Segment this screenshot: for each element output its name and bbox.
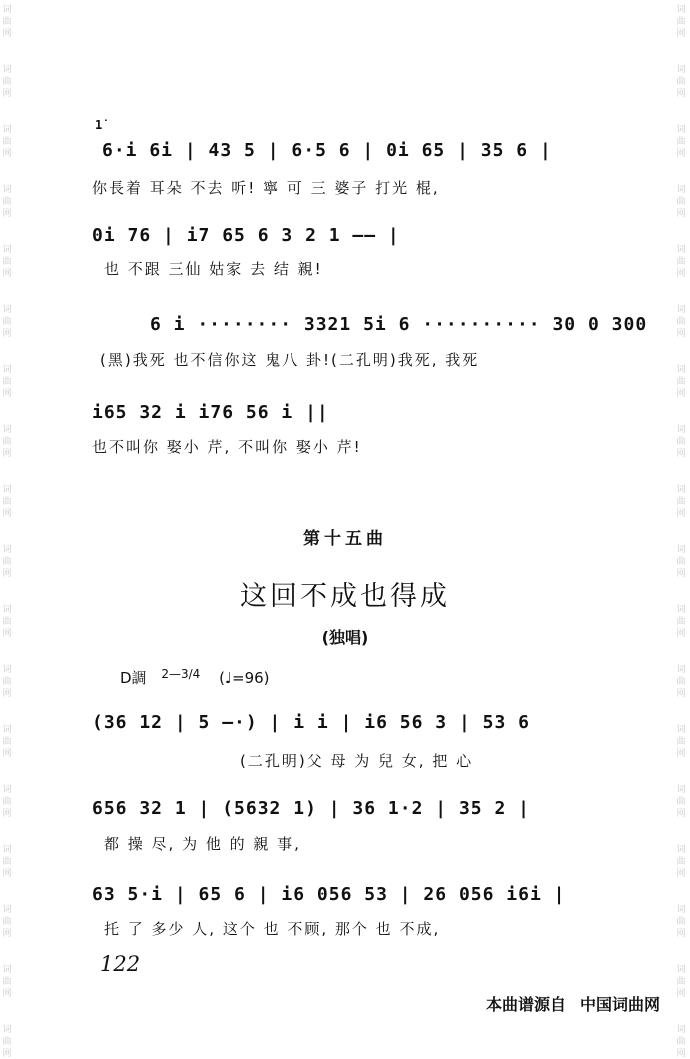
watermark-glyph: 曲 bbox=[2, 1037, 12, 1047]
watermark-glyph: 网 bbox=[2, 329, 12, 339]
notation-line-6: 656 32 1 | (5632 1) | 36 1·2 | 35 2 | bbox=[92, 798, 530, 819]
watermark-glyph: 网 bbox=[2, 989, 12, 999]
watermark-glyph: 曲 bbox=[2, 17, 12, 27]
source-site: 中国词曲网 bbox=[579, 995, 660, 1014]
source-label: 本曲谱源自 bbox=[485, 995, 566, 1014]
watermark-glyph: 曲 bbox=[676, 1037, 686, 1047]
watermark-glyph: 网 bbox=[2, 869, 12, 879]
watermark-glyph: 曲 bbox=[2, 857, 12, 867]
watermark-glyph: 词 bbox=[676, 425, 686, 435]
watermark-glyph: 网 bbox=[2, 629, 12, 639]
lyrics-line-5: (二孔明)父 母 为 兒 女, 把 心 bbox=[240, 752, 474, 770]
page-number: 122 bbox=[100, 952, 141, 976]
meter-label: 2—3/4 bbox=[161, 667, 201, 681]
watermark-glyph: 网 bbox=[2, 209, 12, 219]
watermark-glyph: 曲 bbox=[676, 377, 686, 387]
watermark-glyph: 曲 bbox=[2, 917, 12, 927]
watermark-glyph: 网 bbox=[2, 689, 12, 699]
watermark-glyph: 词 bbox=[676, 185, 686, 195]
watermark-glyph: 网 bbox=[676, 629, 686, 639]
watermark-glyph: 曲 bbox=[676, 917, 686, 927]
notation-line-7: 63 5·i | 65 6 | i6 056 53 | 26 056 i6i | bbox=[92, 884, 566, 905]
watermark-glyph: 曲 bbox=[2, 197, 12, 207]
watermark-glyph: 词 bbox=[676, 65, 686, 75]
watermark-glyph: 网 bbox=[2, 449, 12, 459]
watermark-glyph: 曲 bbox=[2, 437, 12, 447]
watermark-glyph: 曲 bbox=[2, 377, 12, 387]
notation-line-5: (36 12 | 5 —·) | i i | i6 56 3 | 53 6 bbox=[92, 712, 530, 733]
watermark-glyph: 网 bbox=[2, 89, 12, 99]
right-margin-watermark bbox=[674, 0, 690, 1059]
watermark-glyph: 曲 bbox=[676, 857, 686, 867]
watermark-glyph: 曲 bbox=[676, 677, 686, 687]
watermark-glyph: 曲 bbox=[676, 197, 686, 207]
lyrics-line-7: 托 了 多少 人, 这个 也 不顾, 那个 也 不成, bbox=[104, 920, 441, 938]
watermark-glyph: 词 bbox=[676, 305, 686, 315]
watermark-glyph: 曲 bbox=[676, 617, 686, 627]
watermark-glyph: 网 bbox=[676, 449, 686, 459]
watermark-glyph: 网 bbox=[2, 569, 12, 579]
watermark-glyph: 曲 bbox=[2, 617, 12, 627]
section-number: 第十五曲 bbox=[303, 529, 387, 549]
tempo-label: (♩=96) bbox=[219, 669, 270, 687]
watermark-glyph: 网 bbox=[2, 269, 12, 279]
watermark-glyph: 网 bbox=[676, 29, 686, 39]
watermark-glyph: 词 bbox=[676, 365, 686, 375]
watermark-glyph: 词 bbox=[2, 1025, 12, 1035]
watermark-glyph: 网 bbox=[676, 329, 686, 339]
watermark-glyph: 词 bbox=[676, 5, 686, 15]
watermark-glyph: 词 bbox=[2, 785, 12, 795]
watermark-glyph: 词 bbox=[676, 905, 686, 915]
notation-line-2: 0i 76 | i7 65 6 3 2 1 —— | bbox=[92, 225, 400, 246]
watermark-glyph: 曲 bbox=[676, 317, 686, 327]
watermark-glyph: 网 bbox=[676, 209, 686, 219]
watermark-glyph: 曲 bbox=[2, 797, 12, 807]
watermark-glyph: 词 bbox=[676, 605, 686, 615]
watermark-glyph: 词 bbox=[2, 185, 12, 195]
watermark-glyph: 曲 bbox=[2, 257, 12, 267]
watermark-glyph: 曲 bbox=[676, 257, 686, 267]
watermark-glyph: 网 bbox=[2, 29, 12, 39]
watermark-glyph: 词 bbox=[2, 245, 12, 255]
watermark-glyph: 网 bbox=[2, 149, 12, 159]
lyrics-line-4: 也不叫你 娶小 芹, 不叫你 娶小 芹! bbox=[92, 438, 362, 456]
source-credit bbox=[486, 992, 660, 1015]
watermark-glyph: 词 bbox=[676, 125, 686, 135]
watermark-glyph: 曲 bbox=[676, 797, 686, 807]
watermark-glyph: 词 bbox=[2, 845, 12, 855]
watermark-glyph: 曲 bbox=[676, 737, 686, 747]
watermark-glyph: 词 bbox=[2, 905, 12, 915]
watermark-glyph: 网 bbox=[2, 1049, 12, 1059]
watermark-glyph: 词 bbox=[676, 785, 686, 795]
lyrics-line-3: (黑)我死 也不信你这 鬼八 卦!(二孔明)我死, 我死 bbox=[100, 351, 480, 369]
watermark-glyph: 网 bbox=[2, 389, 12, 399]
watermark-glyph: 词 bbox=[2, 665, 12, 675]
watermark-glyph: 词 bbox=[2, 5, 12, 15]
watermark-glyph: 曲 bbox=[676, 497, 686, 507]
watermark-glyph: 词 bbox=[2, 305, 12, 315]
lyrics-line-1: 你長着 耳朵 不去 听! 寧 可 三 婆子 打光 棍, bbox=[92, 179, 440, 197]
key-signature bbox=[120, 667, 270, 688]
watermark-glyph: 网 bbox=[2, 929, 12, 939]
notation-line-1: 6·i 6i | 43 5 | 6·5 6 | 0i 65 | 35 6 | bbox=[102, 140, 552, 161]
watermark-glyph: 词 bbox=[676, 485, 686, 495]
watermark-glyph: 曲 bbox=[2, 77, 12, 87]
watermark-glyph: 曲 bbox=[676, 17, 686, 27]
key-label: D調 bbox=[120, 669, 147, 687]
watermark-glyph: 词 bbox=[676, 665, 686, 675]
watermark-glyph: 网 bbox=[2, 809, 12, 819]
key-marker: 1̇ bbox=[95, 118, 103, 132]
watermark-glyph: 网 bbox=[2, 749, 12, 759]
watermark-glyph: 曲 bbox=[676, 977, 686, 987]
watermark-glyph: 词 bbox=[2, 485, 12, 495]
watermark-glyph: 曲 bbox=[676, 437, 686, 447]
watermark-glyph: 网 bbox=[676, 149, 686, 159]
watermark-glyph: 网 bbox=[676, 989, 686, 999]
watermark-glyph: 词 bbox=[2, 125, 12, 135]
watermark-glyph: 曲 bbox=[2, 137, 12, 147]
watermark-glyph: 网 bbox=[676, 689, 686, 699]
watermark-glyph: 网 bbox=[676, 1049, 686, 1059]
watermark-glyph: 网 bbox=[676, 569, 686, 579]
watermark-glyph: 词 bbox=[676, 845, 686, 855]
watermark-glyph: 词 bbox=[2, 365, 12, 375]
watermark-glyph: 网 bbox=[2, 509, 12, 519]
watermark-glyph: 网 bbox=[676, 929, 686, 939]
watermark-glyph: 词 bbox=[676, 965, 686, 975]
watermark-glyph: 词 bbox=[2, 65, 12, 75]
watermark-glyph: 词 bbox=[2, 425, 12, 435]
watermark-glyph: 曲 bbox=[2, 977, 12, 987]
watermark-glyph: 网 bbox=[676, 809, 686, 819]
left-margin-watermark bbox=[0, 0, 16, 1059]
watermark-glyph: 曲 bbox=[2, 317, 12, 327]
watermark-glyph: 词 bbox=[676, 245, 686, 255]
watermark-glyph: 词 bbox=[676, 725, 686, 735]
watermark-glyph: 词 bbox=[676, 545, 686, 555]
watermark-glyph: 曲 bbox=[2, 737, 12, 747]
notation-line-3: 6 i ········ 3321 5i 6 ·········· 30 0 300 bbox=[150, 314, 648, 335]
watermark-glyph: 网 bbox=[676, 389, 686, 399]
song-subtitle: (独唱) bbox=[321, 628, 369, 647]
watermark-glyph: 词 bbox=[2, 545, 12, 555]
watermark-glyph: 词 bbox=[676, 1025, 686, 1035]
watermark-glyph: 词 bbox=[2, 965, 12, 975]
lyrics-line-2: 也 不跟 三仙 姑家 去 结 親! bbox=[104, 260, 323, 278]
watermark-glyph: 网 bbox=[676, 869, 686, 879]
song-title: 这回不成也得成 bbox=[240, 581, 450, 612]
watermark-glyph: 曲 bbox=[676, 137, 686, 147]
watermark-glyph: 曲 bbox=[2, 557, 12, 567]
watermark-glyph: 曲 bbox=[676, 557, 686, 567]
watermark-glyph: 网 bbox=[676, 509, 686, 519]
watermark-glyph: 网 bbox=[676, 749, 686, 759]
watermark-glyph: 词 bbox=[2, 605, 12, 615]
watermark-glyph: 曲 bbox=[2, 677, 12, 687]
watermark-glyph: 曲 bbox=[2, 497, 12, 507]
watermark-glyph: 词 bbox=[2, 725, 12, 735]
watermark-glyph: 网 bbox=[676, 89, 686, 99]
notation-line-4: i65 32 i i76 56 i || bbox=[92, 402, 329, 423]
watermark-glyph: 网 bbox=[676, 269, 686, 279]
watermark-glyph: 曲 bbox=[676, 77, 686, 87]
lyrics-line-6: 都 操 尽, 为 他 的 親 事, bbox=[104, 835, 301, 853]
